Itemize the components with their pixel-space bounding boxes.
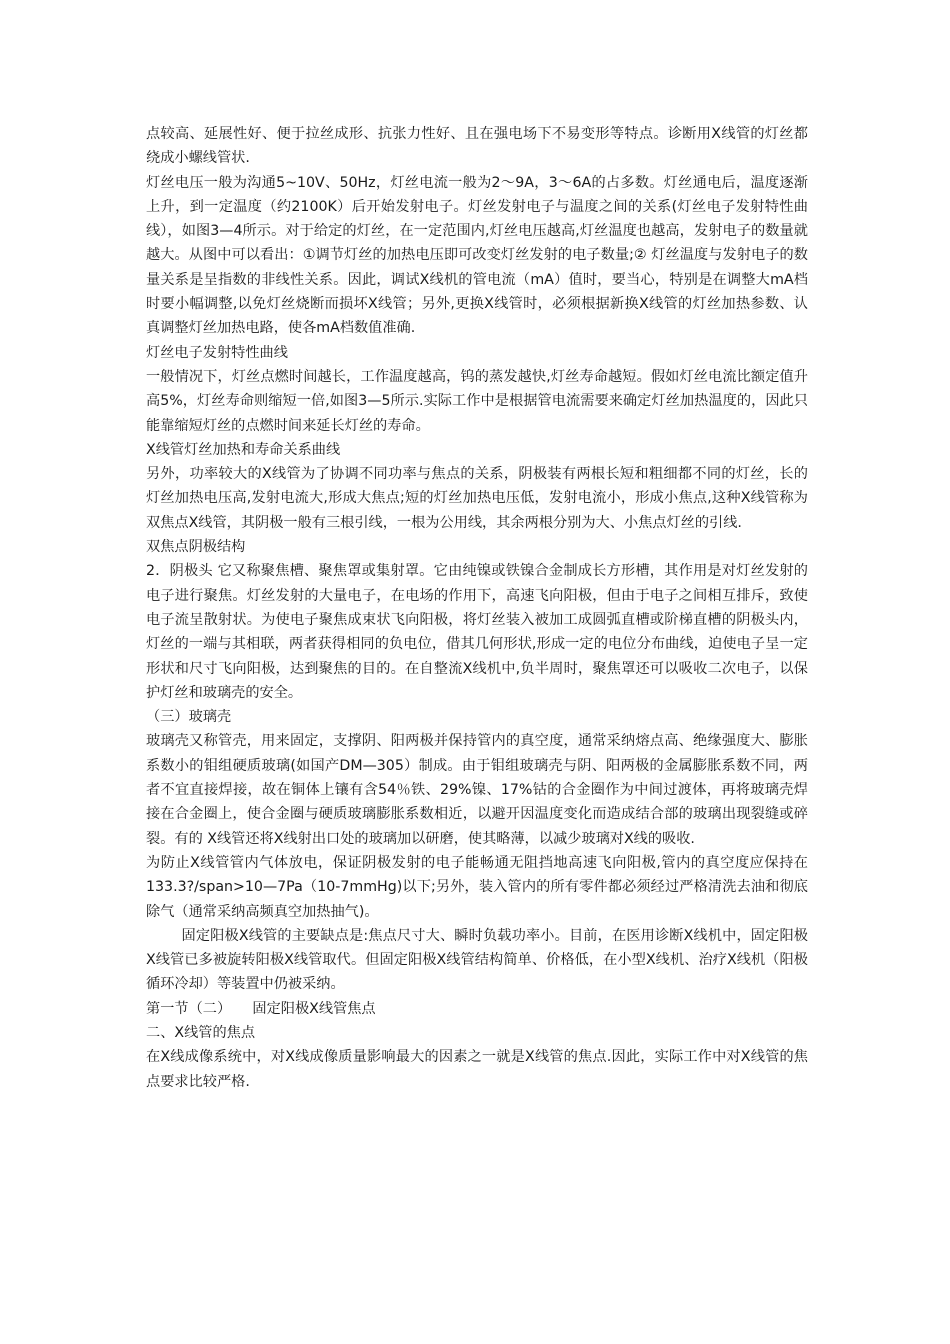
paragraph-focal-spot: 在X线成像系统中，对X线成像质量影响最大的因素之一就是X线管的焦点.因此，实际工作中对X线管的焦点要求比较严格. bbox=[146, 1049, 808, 1090]
paragraph-fixed-anode: 固定阳极X线管的主要缺点是:焦点尺寸大、瞬时负载功率小。目前，在医用诊断X线机中，固定阳极X线管已多被旋转阳极X线管取代。但固定阳极X线管结构简单、价格低，在小型X线机、治疗X线机（阳极循环冷却）等装置中仍被采纳。 bbox=[146, 927, 808, 993]
paragraph-cathode-head: 2．阴极头 它又称聚焦槽、聚焦罩或集射罩。它由纯镍或铁镍合金制成长方形槽，其作用是对灯丝发射的电子进行聚焦。灯丝发射的大量电子，在电场的作用下，高速飞向阳极，但由于电子之间相互排斥，致使电子流呈散射状。为使电子聚焦成束状飞向阳极，将灯丝装入被加工成圆弧直槽或阶梯直槽的阴极头内，灯丝的一端与其相联，两者获得相同的负电位，借其几何形状,形成一定的电位分布曲线，迫使电子呈一定形状和尺寸飞向阳极，达到聚焦的目的。在自整流X线机中,负半周时，聚焦罩还可以吸收二次电子，以保护灯丝和玻璃壳的安全。 bbox=[146, 563, 808, 701]
paragraph-glass-envelope: 玻璃壳又称管壳，用来固定，支撑阴、阳两极并保持管内的真空度，通常采纳熔点高、绝缘强度大、膨胀系数小的钼组硬质玻璃(如国产DM—305）制成。由于钼组玻璃壳与阴、阳两极的金属膨胀系数不同，两者不宜直接焊接，故在铜体上镶有含54％铁、29%镍、17%钴的合金圈作为中间过渡体，再将玻璃壳焊接在合金圈上，使合金圈与硬质玻璃膨胀系数相近，以避开因温度变化而造成结合部的玻璃出现裂缝或碎裂。有的 X线管还将X线射出口处的玻璃加以研磨，使其略薄，以减少玻璃对X线的吸收. bbox=[146, 733, 808, 847]
paragraph-filament-material: 点较高、延展性好、便于拉丝成形、抗张力性好、且在强电场下不易变形等特点。诊断用X线管的灯丝都绕成小螺线管状. bbox=[146, 126, 808, 167]
caption-life-curve: X线管灯丝加热和寿命关系曲线 bbox=[146, 441, 341, 458]
document-body bbox=[146, 122, 808, 1094]
paragraph-filament-voltage: 灯丝电压一般为沟通5~10V、50Hz，灯丝电流一般为2～9A，3～6A的占多数。灯丝通电后，温度逐渐上升，到一定温度（约2100K）后开始发射电子。灯丝发射电子与温度之间的关系(灯丝电子发射特性曲线），如图3—4所示。对于给定的灯丝，在一定范围内,灯丝电压越高,灯丝温度也越高，发射电子的数量就越大。从图中可以看出：①调节灯丝的加热电压即可改变灯丝发射的电子数量;② 灯丝温度与发射电子的数量关系是呈指数的非线性关系。因此，调试X线机的管电流（mA）值时，要当心，特别是在调整大mA档时要小幅调整,以免灯丝烧断而损坏X线管；另外,更换X线管时，必须根据新换X线管的灯丝加热参数、认真调整灯丝加热电路，使各mA档数值准确. bbox=[146, 174, 808, 337]
caption-dual-focus-cathode: 双焦点阴极结构 bbox=[146, 539, 246, 556]
paragraph-dual-focus: 另外，功率较大的X线管为了协调不同功率与焦点的关系，阴极装有两根长短和粗细都不同的灯丝，长的灯丝加热电压高,发射电流大,形成大焦点;短的灯丝加热电压低，发射电流小，形成小焦点,这种X线管称为双焦点X线管，其阴极一般有三根引线，一根为公用线，其余两根分别为大、小焦点灯丝的引线. bbox=[146, 466, 808, 531]
heading-focal-spot: 二、X线管的焦点 bbox=[146, 1024, 256, 1041]
caption-emission-curve: 灯丝电子发射特性曲线 bbox=[146, 344, 288, 361]
paragraph-vacuum: 为防止X线管管内气体放电，保证阴极发射的电子能畅通无阻挡地高速飞向阳极,管内的真空度应保持在133.3?/span>10—7Pa（10-7mmHg)以下;另外，装入管内的所有零件都必须经过严格清洗去油和彻底除气（通常采纳高频真空加热抽气)。 bbox=[146, 854, 808, 920]
heading-glass-envelope: （三）玻璃壳 bbox=[146, 709, 232, 726]
paragraph-filament-life: 一般情况下，灯丝点燃时间越长，工作温度越高，钨的蒸发越快,灯丝寿命越短。假如灯丝电流比额定值升高5%，灯丝寿命则缩短一倍,如图3—5所示.实际工作中是根据管电流需要来确定灯丝加热温度的，因此只能靠缩短灯丝的点燃时间来延长灯丝的寿命。 bbox=[146, 368, 808, 434]
heading-section-fixed-anode-focus: 第一节（二） 固定阳极X线管焦点 bbox=[146, 1000, 376, 1017]
